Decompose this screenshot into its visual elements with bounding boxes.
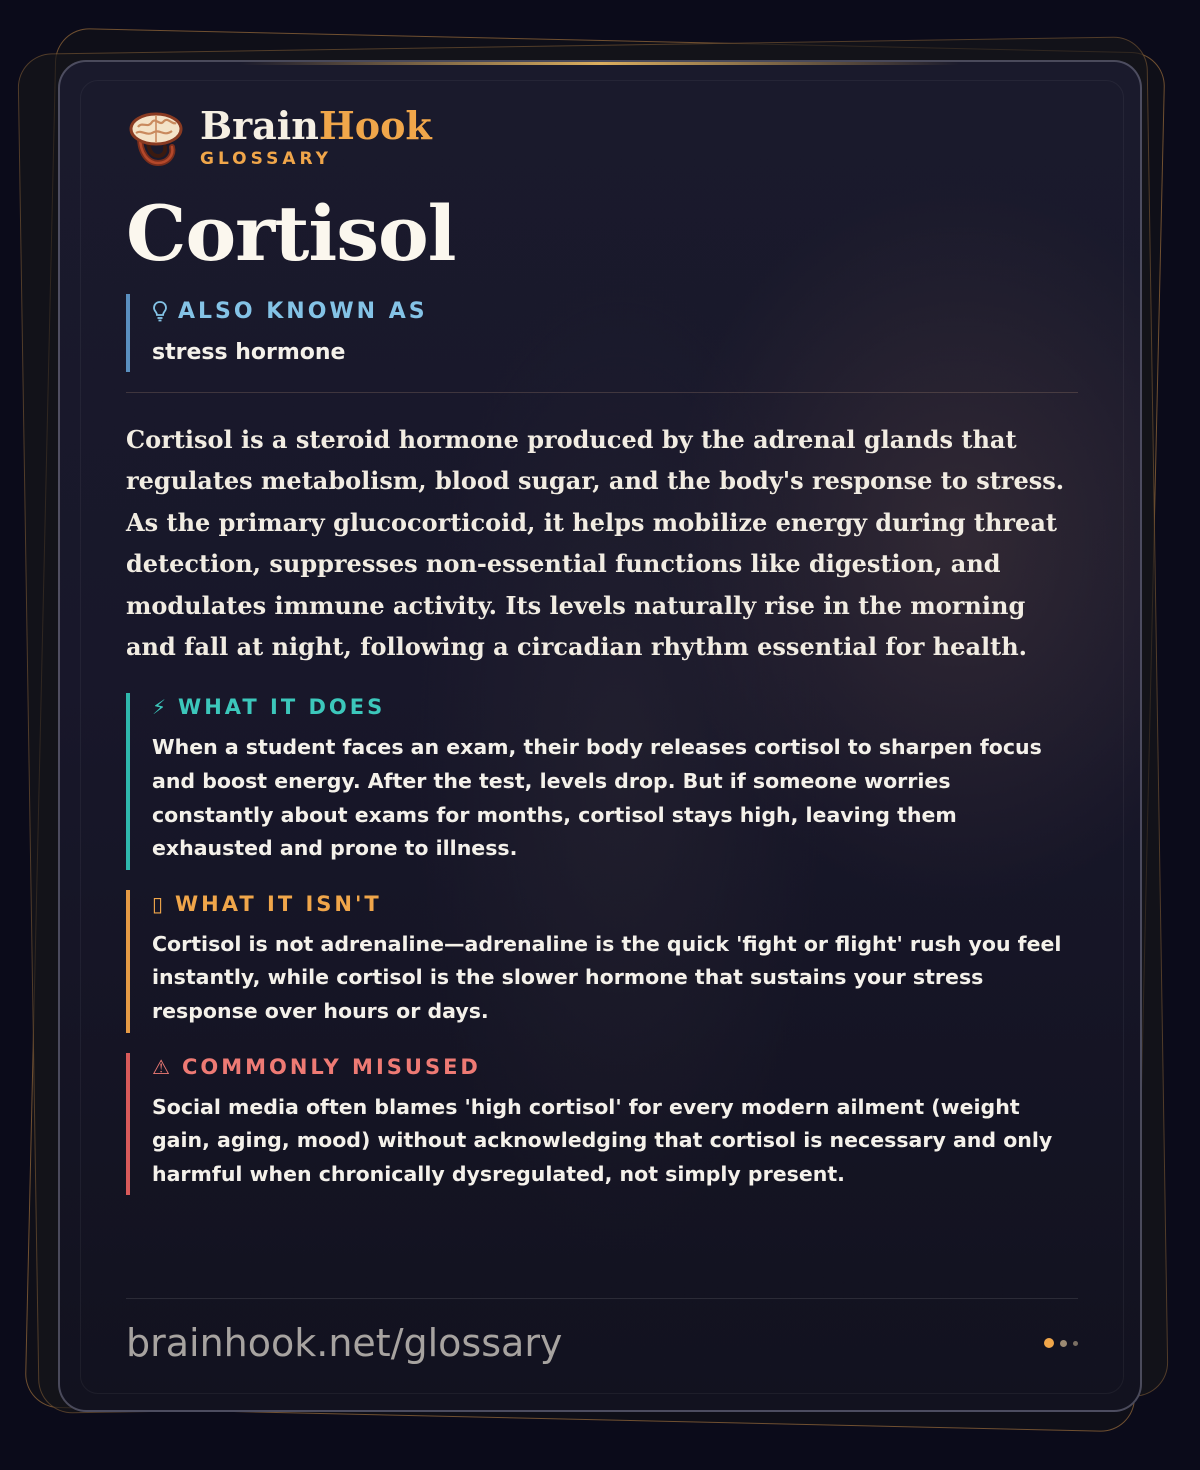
what-it-isnt-section [126, 890, 1078, 1033]
page-dot [1073, 1341, 1078, 1346]
brain-hook-icon [126, 107, 186, 167]
page-dot [1060, 1340, 1067, 1347]
footer-row [126, 1299, 1078, 1387]
term-title: Cortisol [126, 189, 456, 278]
what-it-does-body: When a student faces an exam, their body releases cortisol to sharpen focus and boost energy. After the test, levels drop. But if someone worries constantly about exams for months, cortisol stays high, leaving them exhausted and prone to illness. [152, 735, 1042, 861]
card-content [126, 102, 1078, 1195]
commonly-misused-label: COMMONLY MISUSED [181, 1054, 481, 1079]
also-known-as-label: ALSO KNOWN AS [178, 298, 428, 324]
commonly-misused-body: Social media often blames 'high cortisol' for every modern ailment (weight gain, aging, mood) without acknowledging that cortisol is necessary and only harmful when chronically dysregulated, not simply present. [152, 1094, 1053, 1186]
also-known-as-block [126, 294, 1078, 372]
commonly-misused-heading [152, 1053, 1078, 1081]
warning-icon: ⚠ [152, 1054, 170, 1079]
glossary-card [58, 60, 1142, 1412]
also-known-as-value: stress hormone [152, 340, 346, 365]
also-known-as-heading [152, 296, 1078, 326]
brand-name-brain: Brain [200, 103, 319, 148]
what-it-isnt-label: WHAT IT ISN'T [175, 891, 382, 916]
page-dot-active [1044, 1338, 1054, 1348]
page-dots [1038, 1338, 1078, 1348]
glossary-link[interactable]: brainhook.net/glossary [126, 1321, 563, 1365]
card-footer [126, 1298, 1078, 1387]
what-it-does-label: WHAT IT DOES [178, 695, 386, 720]
brand-name [200, 105, 432, 147]
missing-glyph-icon: ▯ [152, 891, 164, 916]
definition-text: Cortisol is a steroid hormone produced by the adrenal glands that regulates metabolism, blood sugar, and the body's response to stress. As the primary glucocorticoid, it helps mobilize energy during threat detection, suppresses non-essential functions like digestion, and modulates immune activity. Its levels naturally rise in the morning and fall at night, following a circadian rhythm essential for health. [126, 425, 1065, 662]
card-top-glow [240, 62, 960, 65]
brand-name-hook: Hook [318, 103, 432, 148]
commonly-misused-section [126, 1053, 1078, 1196]
divider [126, 392, 1078, 393]
what-it-does-section [126, 693, 1078, 869]
lightning-icon: ⚡ [152, 695, 167, 720]
lightbulb-icon [152, 300, 168, 322]
what-it-isnt-body: Cortisol is not adrenaline—adrenaline is the quick 'fight or flight' rush you feel instantly, while cortisol is the slower hormone that sustains your stress response over hours or days. [152, 931, 1062, 1023]
what-it-does-heading [152, 693, 1078, 721]
brand-header [126, 102, 1078, 172]
brand-subtitle: GLOSSARY [200, 149, 332, 169]
what-it-isnt-heading [152, 890, 1078, 918]
